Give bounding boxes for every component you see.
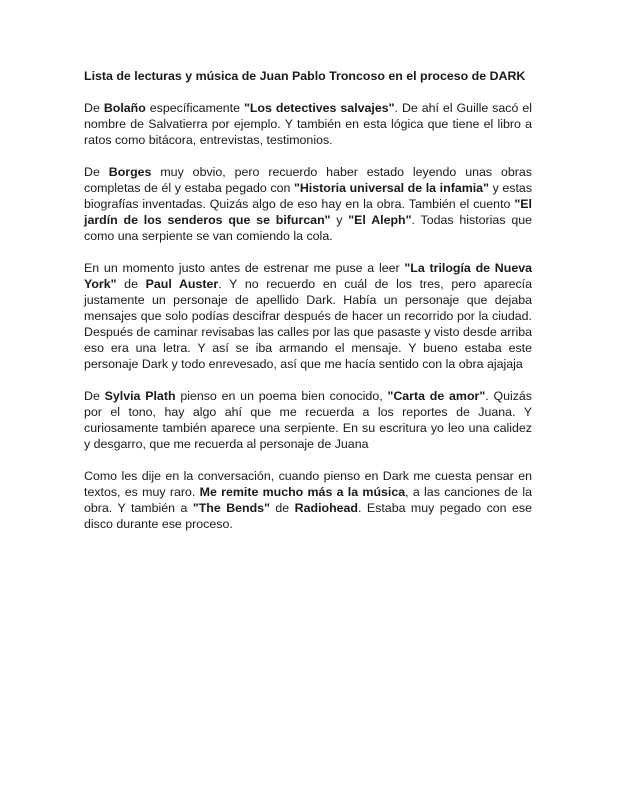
work-title: "El jardín de los senderos que se bifurcan" [84, 197, 532, 227]
text-run: De [84, 389, 105, 403]
work-title: "Carta de amor" [387, 389, 486, 403]
text-run: específicamente [145, 101, 244, 115]
author-name: Bolaño [103, 101, 146, 115]
work-title: "La trilogía de Nueva York" [84, 261, 533, 291]
text-run: Como les dije en la conversación, cuando pienso en Dark me cuesta pensar en textos, es muy raro. [84, 469, 532, 499]
band-name: Radiohead [294, 501, 358, 515]
text-run: En un momento justo antes de estrenar me puse a leer [84, 261, 405, 275]
text-run: , a las canciones de la obra. Y también a [84, 485, 532, 515]
paragraph-bolano [84, 100, 532, 148]
text-run: De [84, 165, 109, 179]
paragraph-borges [84, 164, 532, 244]
text-run: de [116, 277, 146, 291]
text-run: . Todas historias que como una serpiente se van comiendo la cola. [84, 213, 532, 243]
author-name: Borges [108, 165, 152, 179]
work-title: "Historia universal de la infamia" [293, 181, 489, 195]
text-run: . Y no recuerdo en cuál de los tres, pero aparecía justamente un personaje de apellido Dark. Había un personaje que dejaba mensajes que solo podías descifrar después de hacer un recorrido por la ciudad. Después de caminar revisabas las calles por las que pasaste y visto desde arriba eso era una letra. Y así se iba armando el mensaje. Y bueno estaba este personaje Dark y todo enrevesado, así que me hacía sentido con la obra ajajaja [84, 277, 533, 371]
text-run: . De ahí el Guille sacó el nombre de Salvatierra por ejemplo. Y también en esta lógica que tiene el libro a ratos como bitácora, entrevistas, testimonios. [84, 101, 532, 147]
text-run: y [330, 213, 349, 227]
author-name: Paul Auster [145, 277, 219, 291]
text-run: muy obvio, pero recuerdo haber estado leyendo unas obras completas de él y estaba pegado con [84, 165, 532, 195]
text-run: . Estaba muy pegado con ese disco durante ese proceso. [84, 501, 532, 531]
document-title: Lista de lecturas y música de Juan Pablo Troncoso en el proceso de DARK [84, 69, 526, 83]
emphasis-text: Me remite mucho más a la música [199, 485, 406, 499]
document-body [84, 68, 532, 548]
text-run: y estas biografías inventadas. Quizás algo de eso hay en la obra. También el cuento [84, 181, 533, 211]
text-run: de [269, 501, 295, 515]
paragraph-plath [84, 388, 532, 452]
text-run: De [84, 101, 104, 115]
text-run: pienso en un poema bien conocido, [175, 389, 388, 403]
author-name: Sylvia Plath [104, 389, 176, 403]
album-title: "The Bends" [192, 501, 270, 515]
work-title: "El Aleph" [348, 213, 412, 227]
paragraph-music [84, 468, 532, 532]
work-title: "Los detectives salvajes" [243, 101, 395, 115]
paragraph-auster [84, 260, 532, 372]
text-run: . Quizás por el tono, hay algo ahí que me recuerda a los reportes de Juana. Y curiosamente también aparece una serpiente. En su escritura yo leo una calidez y desgarro, que me recuerda al personaje de Juana [84, 389, 533, 451]
